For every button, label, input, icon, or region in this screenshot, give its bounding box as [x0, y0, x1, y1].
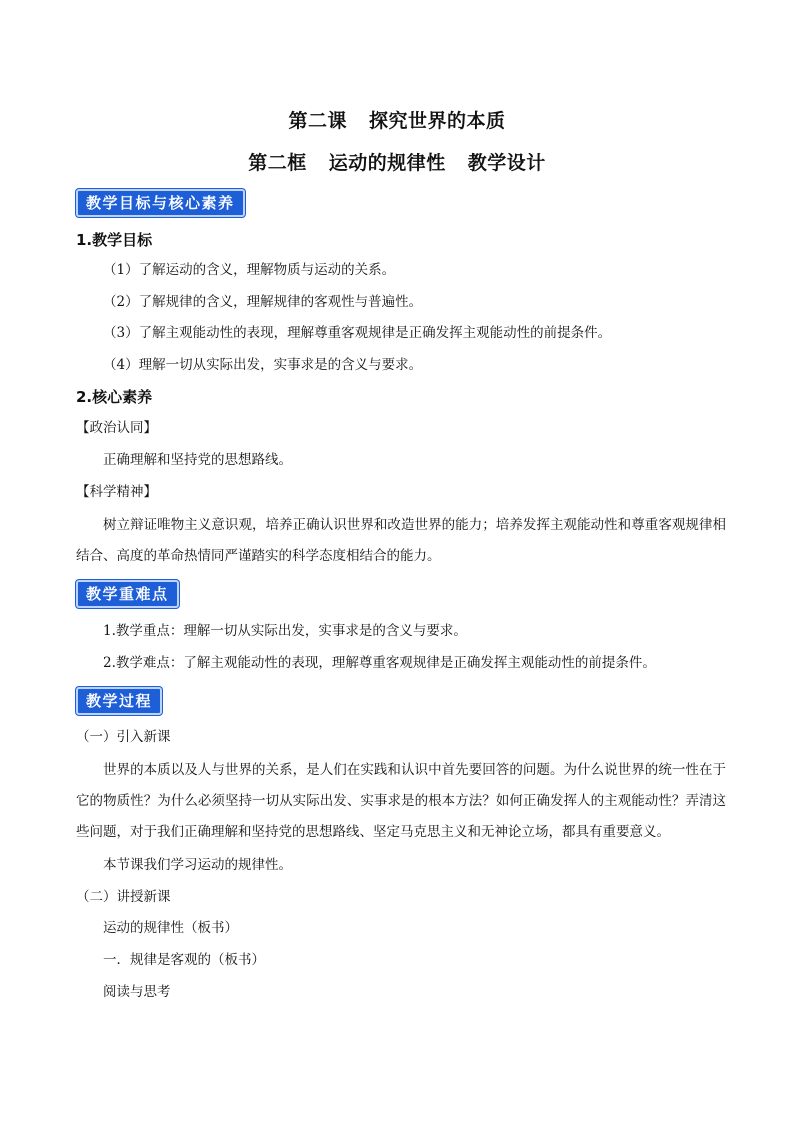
objective-item-3: （3）了解主观能动性的表现，理解尊重客观规律是正确发挥主观能动性的前提条件。 [103, 325, 612, 341]
intro-text: 世界的本质以及人与世界的关系，是人们在实践和认识中首先要回答的问题。为什么说世界的统一性在于它的物质性？为什么必须坚持一切从实际出发、实事求是的根本方法？如何正确发挥人的主观能动性？弄清这些问题，对于我们正确理解和坚持党的思想路线、坚定马克思主义和无神论立场，都具有重要意义。 [76, 762, 726, 840]
science-label: 【科学精神】 [76, 484, 157, 500]
teaching-focus: 1.教学重点：理解一切从实际出发，实事求是的含义与要求。 [103, 623, 467, 639]
intro-tail: 本节课我们学习运动的规律性。 [103, 857, 292, 873]
lecture-heading: （二）讲授新课 [76, 889, 171, 905]
political-label: 【政治认同】 [76, 420, 157, 436]
lesson-title: 第二课 探究世界的本质 [288, 110, 506, 132]
board-note-2: 一．规律是客观的（板书） [103, 952, 265, 968]
literacy-heading: 2.核心素养 [76, 388, 153, 406]
intro-heading: （一）引入新课 [76, 729, 171, 745]
section-title: 第二框 运动的规律性 教学设计 [248, 152, 546, 174]
objectives-banner: 教学目标与核心素养 [76, 189, 245, 217]
read-think: 阅读与思考 [103, 984, 171, 1000]
process-banner: 教学过程 [76, 687, 162, 715]
objective-item-2: （2）了解规律的含义，理解规律的客观性与普遍性。 [103, 294, 423, 310]
objective-item-1: （1）了解运动的含义，理解物质与运动的关系。 [103, 262, 396, 278]
objectives-heading: 1.教学目标 [76, 231, 153, 249]
political-text: 正确理解和坚持党的思想路线。 [103, 452, 292, 468]
science-text: 树立辩证唯物主义意识观，培养正确认识世界和改造世界的能力；培养发挥主观能动性和尊重客观规律相结合、高度的革命热情同严谨踏实的科学态度相结合的能力。 [76, 517, 726, 564]
objective-item-4: （4）理解一切从实际出发，实事求是的含义与要求。 [103, 357, 423, 373]
board-note-1: 运动的规律性（板书） [103, 920, 238, 936]
teaching-difficulty: 2.教学难点：了解主观能动性的表现，理解尊重客观规律是正确发挥主观能动性的前提条件。 [103, 655, 656, 671]
keypoints-banner: 教学重难点 [76, 580, 179, 608]
